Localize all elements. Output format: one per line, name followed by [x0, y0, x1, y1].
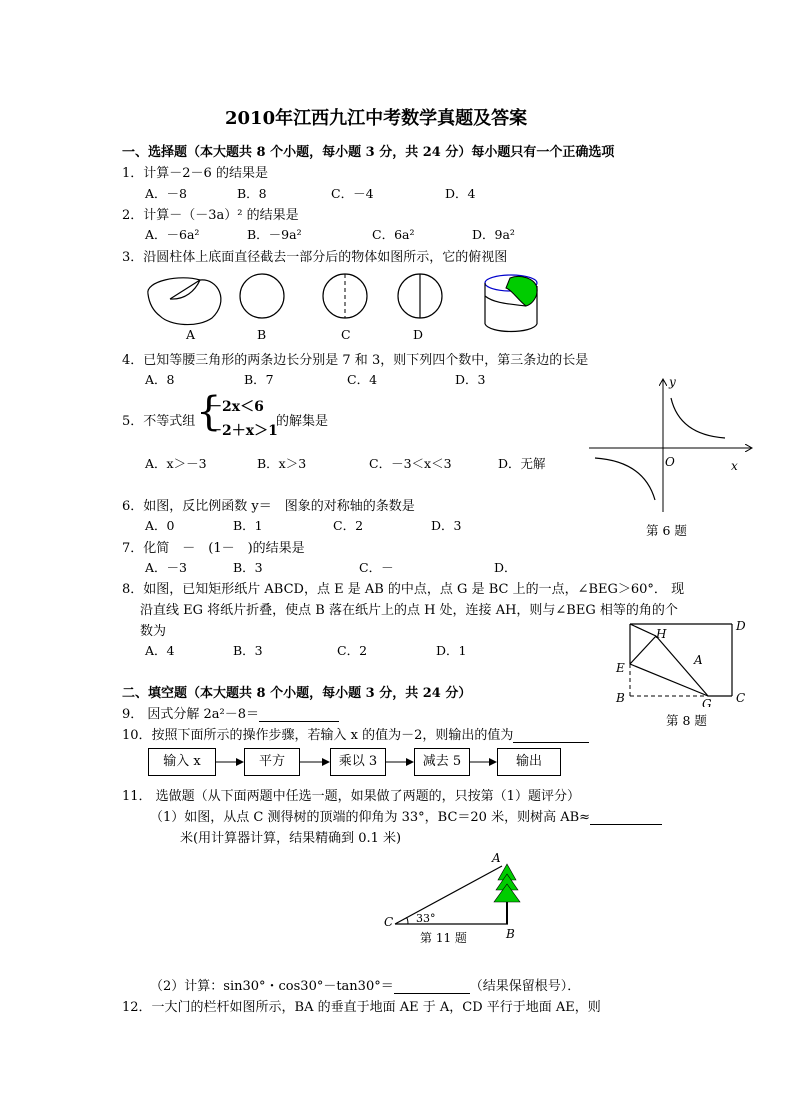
answer-blank-11-1[interactable]: [590, 809, 662, 825]
question-8-line-2: 沿直线 EG 将纸片折叠，使点 B 落在纸片上的点 H 处，连接 AH，则与∠BEG 相等的角的个: [140, 603, 678, 618]
q8-option-d: D．1: [436, 643, 467, 658]
flow-step-subtract: 减去 5: [414, 748, 470, 776]
system-brace: {: [196, 389, 222, 435]
question-1: 1．计算－2－6 的结果是: [122, 166, 268, 181]
cylinder-bottom-arc: [485, 324, 537, 332]
system-line-2: －2＋x＞1: [208, 423, 278, 439]
question-10-text: 10．按照下面所示的操作步骤，若输入 x 的值为－2，则输出的值为: [122, 728, 514, 743]
label-c: C: [384, 915, 394, 929]
figure-6-caption: 第 6 题: [646, 523, 687, 538]
figure-a-shape: [148, 278, 221, 325]
label-e: E: [616, 661, 625, 675]
answer-blank-10[interactable]: [513, 727, 589, 743]
figure-8-caption: 第 8 题: [666, 713, 707, 728]
question-11-part-2-tail: （结果保留根号）．: [469, 979, 581, 994]
q6-option-a: A．0: [145, 518, 175, 533]
segment-eh: [630, 636, 656, 664]
q1-option-b: B．8: [237, 186, 267, 201]
section-2-heading: 二、填空题（本大题共 8 个小题，每小题 3 分，共 24 分）: [122, 686, 472, 701]
q5-option-b: B．x＞3: [257, 456, 307, 471]
question-9-text: 9． 因式分解 2a²－8＝: [122, 707, 260, 722]
q3-label-d: D: [413, 327, 424, 342]
axis-label-y: y: [669, 375, 676, 389]
q2-option-a: A．－6a²: [145, 227, 200, 242]
question-8-line-3: 数为: [140, 624, 167, 639]
q4-option-d: D．3: [455, 372, 486, 387]
origin-label: O: [665, 455, 675, 469]
q8-option-a: A．4: [145, 643, 175, 658]
label-b: B: [616, 691, 625, 705]
q7-option-a: A．－3: [145, 560, 187, 575]
hyperbola-branch-2: [595, 458, 655, 500]
label-h: H: [656, 627, 667, 641]
q7-option-d: D．: [494, 560, 517, 575]
question-8-line-1: 8．如图，已知矩形纸片 ABCD，点 E 是 AB 的中点，点 G 是 BC 上的一点，∠BEG＞60°． 现: [122, 582, 685, 597]
question-12: 12．一大门的栏杆如图所示，BA 的垂直于地面 AE 于 A，CD 平行于地面 AE，则: [122, 1000, 601, 1015]
question-11-part-1a: [150, 806, 662, 825]
q1-option-c: C．－4: [331, 186, 374, 201]
label-a: A: [694, 653, 703, 667]
figure-a-cut: [170, 280, 200, 299]
hyperbola-branch-1: [671, 398, 725, 438]
question-11-part-2-text: （2）计算：sin30°・cos30°－tan30°＝: [150, 979, 394, 994]
q7-option-c: C．－: [359, 560, 394, 575]
question-2: 2．计算－（－3a）² 的结果是: [122, 208, 299, 223]
question-5-suffix: 的解集是: [276, 414, 329, 429]
q2-option-b: B．－9a²: [247, 227, 302, 242]
q3-label-b: B: [257, 327, 267, 342]
question-4: 4．已知等腰三角形的两条边长分别是 7 和 3，则下列四个数中，第三条边的长是: [122, 353, 589, 368]
segment-ah: [630, 624, 656, 636]
label-a: A: [492, 851, 501, 865]
flow-arrows: [214, 752, 504, 772]
question-11-part-1b: 米(用计算器计算，结果精确到 0.1 米): [180, 831, 402, 846]
figure-8-rectangle: [610, 612, 760, 707]
q7-option-b: B．3: [233, 560, 263, 575]
cylinder-cut-face: [506, 276, 537, 306]
label-b: B: [506, 927, 515, 941]
q4-option-c: C．4: [347, 372, 378, 387]
q4-option-a: A．8: [145, 372, 175, 387]
q5-option-a: A．x＞－3: [145, 456, 207, 471]
answer-blank-9[interactable]: [259, 706, 339, 722]
question-7: 7．化简 － (1－ )的结果是: [122, 541, 305, 556]
q1-option-d: D．4: [445, 186, 476, 201]
figure-11-tree: [380, 850, 540, 945]
angle-arc: [406, 918, 408, 924]
question-3: 3．沿圆柱体上底面直径截去一部分后的物体如图所示，它的俯视图: [122, 250, 508, 265]
q2-option-d: D．9a²: [472, 227, 515, 242]
answer-blank-11-2[interactable]: [394, 978, 470, 994]
q6-option-c: C．2: [333, 518, 364, 533]
figure-b-circle: [240, 274, 284, 318]
flow-step-square: 平方: [244, 748, 300, 776]
figure-11-caption: 第 11 题: [420, 931, 467, 945]
page-title: 2010年江西九江中考数学真题及答案: [225, 108, 528, 129]
question-10: [122, 724, 589, 743]
question-5-prefix: 5．不等式组: [122, 414, 196, 429]
q8-option-b: B．3: [233, 643, 263, 658]
label-c: C: [736, 691, 746, 705]
q8-option-c: C．2: [337, 643, 368, 658]
question-11-part-1a-text: （1）如图，从点 C 测得树的顶端的仰角为 33°，BC＝20 米，则树高 AB≈: [150, 810, 591, 825]
question-11-part-2: [150, 975, 580, 994]
q2-option-c: C．6a²: [372, 227, 415, 242]
q5-option-c: C．－3＜x＜3: [369, 456, 452, 471]
tree-bottom-tier: [494, 884, 520, 902]
question-9: [122, 703, 339, 722]
system-line-1: －2x＜6: [208, 399, 264, 415]
fold-line-eg: [630, 664, 708, 696]
flow-step-multiply: 乘以 3: [330, 748, 386, 776]
q5-option-d: D．无解: [498, 456, 546, 471]
flow-step-input: 输入 x: [148, 748, 216, 776]
sightline-ca: [395, 866, 502, 924]
q6-option-b: B．1: [233, 518, 263, 533]
flow-step-output: 输出: [497, 748, 561, 776]
q3-label-a: A: [186, 327, 196, 342]
section-1-heading: 一、选择题（本大题共 8 个小题，每小题 3 分，共 24 分）每小题只有一个正确选项: [122, 145, 615, 160]
figure-6-graph: [585, 372, 765, 522]
q3-label-c: C: [341, 327, 351, 342]
question-11: 11． 选做题（从下面两题中任选一题，如果做了两题的，只按第（1）题评分）: [122, 789, 580, 804]
question-6: 6．如图，反比例函数 y＝ 图象的对称轴的条数是: [122, 499, 415, 514]
label-g: G: [702, 697, 712, 707]
label-d: D: [736, 619, 746, 633]
q1-option-a: A．－8: [145, 186, 187, 201]
q6-option-d: D．3: [431, 518, 462, 533]
axis-label-x: x: [731, 459, 738, 473]
angle-label: 33°: [416, 912, 436, 925]
q4-option-b: B．7: [244, 372, 274, 387]
